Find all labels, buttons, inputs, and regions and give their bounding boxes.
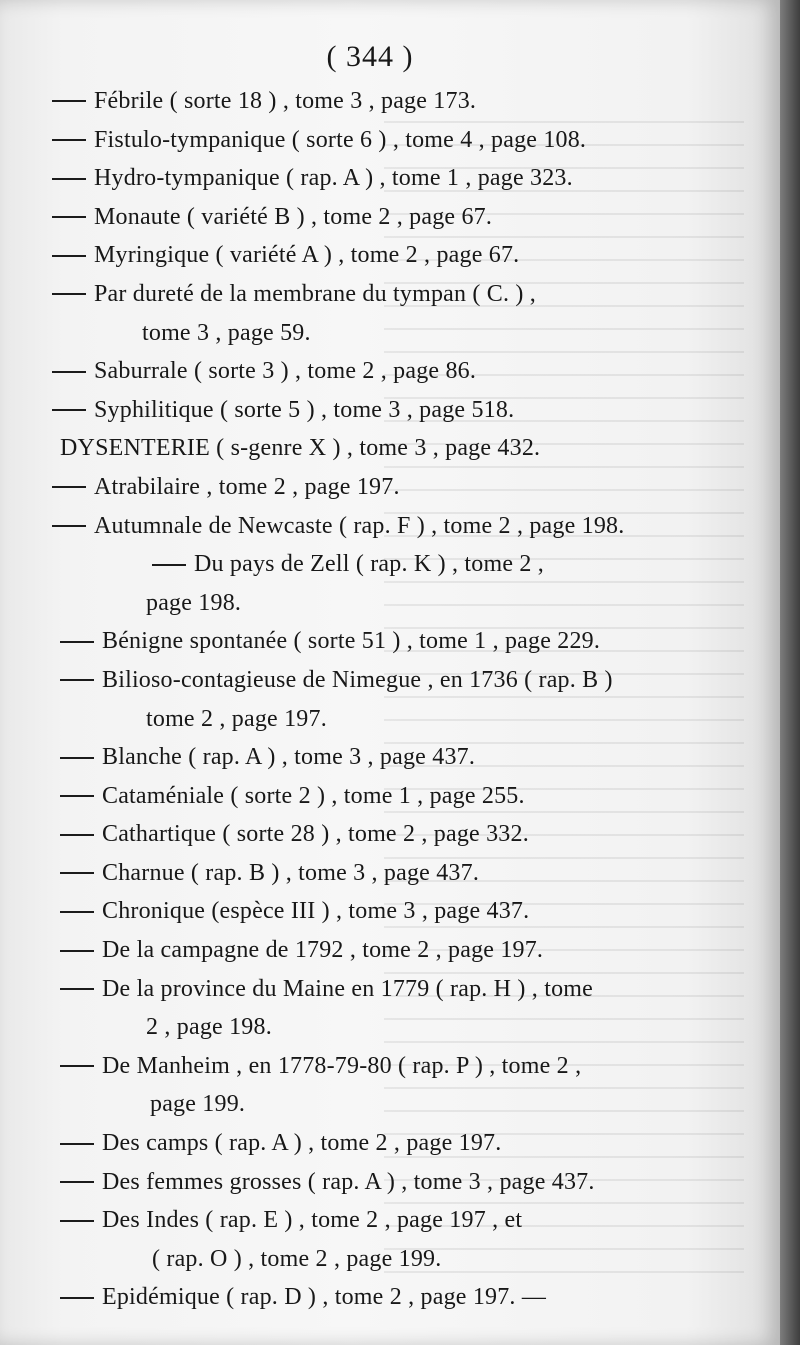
index-line-text: Bénigne spontanée ( sorte 51 ) , tome 1 , page 229. — [102, 628, 601, 655]
index-line-text: Syphilitique ( sorte 5 ) , tome 3 , page 518. — [94, 396, 515, 423]
index-line-text: Du pays de Zell ( rap. K ) , tome 2 , — [194, 551, 544, 578]
index-line — [0, 121, 780, 160]
index-line-text: Des Indes ( rap. E ) , tome 2 , page 197 , et — [102, 1207, 523, 1234]
index-line — [0, 931, 780, 970]
page-number: ( 344 ) — [326, 40, 414, 73]
index-line — [0, 738, 780, 777]
dash-marker — [52, 525, 86, 527]
index-line — [0, 777, 780, 816]
index-line-text: Saburrale ( sorte 3 ) , tome 2 , page 86. — [94, 358, 477, 385]
dash-marker — [60, 834, 94, 836]
index-line — [0, 236, 780, 275]
dash-marker — [60, 679, 94, 681]
dash-marker — [52, 139, 86, 141]
index-line-text: tome 3 , page 59. — [142, 319, 311, 346]
index-line-text: Cataméniale ( sorte 2 ) , tome 1 , page 255. — [102, 782, 525, 809]
index-line-text: tome 2 , page 197. — [146, 705, 327, 732]
index-line — [0, 1124, 780, 1163]
dash-marker — [52, 100, 86, 102]
index-line-text: Des camps ( rap. A ) , tome 2 , page 197. — [102, 1130, 502, 1157]
dash-marker — [60, 795, 94, 797]
dash-marker — [52, 371, 86, 373]
index-line-text: Autumnale de Newcaste ( rap. F ) , tome 2 , page 198. — [94, 512, 625, 539]
index-line-text: page 199. — [150, 1091, 246, 1118]
index-line — [0, 198, 780, 237]
index-line-text: Fébrile ( sorte 18 ) , tome 3 , page 173. — [94, 88, 477, 114]
index-line — [0, 1278, 780, 1317]
index-line — [0, 82, 780, 121]
dash-marker — [52, 486, 86, 488]
index-line — [0, 892, 780, 931]
index-line — [0, 1008, 780, 1047]
dash-marker — [52, 255, 86, 257]
index-line-text: DYSENTERIE ( s-genre X ) , tome 3 , page 432. — [60, 435, 541, 462]
index-line — [0, 545, 780, 584]
index-line — [0, 1085, 780, 1124]
dash-marker — [52, 293, 86, 295]
index-line-text: Bilioso-contagieuse de Nimegue , en 1736 ( rap. B ) — [102, 666, 613, 693]
index-line-text: Hydro-tympanique ( rap. A ) , tome 1 , page 323. — [94, 165, 573, 192]
dash-marker — [60, 757, 94, 759]
dash-marker — [60, 1297, 94, 1299]
index-line-text: De Manheim , en 1778-79-80 ( rap. P ) , tome 2 , — [102, 1052, 582, 1079]
index-line-text: Cathartique ( sorte 28 ) , tome 2 , page 332. — [102, 821, 529, 848]
index-line — [0, 468, 780, 507]
index-line-text: De la province du Maine en 1779 ( rap. H ) , tome — [102, 975, 593, 1002]
index-line — [0, 159, 780, 198]
index-line-text: ( rap. O ) , tome 2 , page 199. — [152, 1245, 442, 1272]
index-line-text: page 198. — [146, 589, 242, 616]
dash-marker — [60, 911, 94, 913]
dash-marker — [60, 1220, 94, 1222]
dash-marker — [52, 409, 86, 411]
index-line-text: Epidémique ( rap. D ) , tome 2 , page 197. — — [102, 1284, 547, 1311]
index-line — [0, 970, 780, 1009]
index-line-text: De la campagne de 1792 , tome 2 , page 197. — [102, 937, 544, 964]
index-line — [0, 584, 780, 623]
dash-marker — [52, 216, 86, 218]
dash-marker — [60, 1143, 94, 1145]
dash-marker — [60, 988, 94, 990]
index-line-text: Charnue ( rap. B ) , tome 3 , page 437. — [102, 859, 480, 886]
index-line — [0, 661, 780, 700]
index-line — [0, 275, 780, 314]
index-line — [0, 854, 780, 893]
index-line — [0, 1201, 780, 1240]
index-line — [0, 314, 780, 353]
index-line-text: Myringique ( variété A ) , tome 2 , page 67. — [94, 242, 520, 269]
index-line — [0, 429, 780, 468]
index-line — [0, 352, 780, 391]
index-line — [0, 1240, 780, 1279]
index-line-text: Blanche ( rap. A ) , tome 3 , page 437. — [102, 744, 476, 771]
index-line-text: Chronique (espèce III ) , tome 3 , page 437. — [102, 898, 530, 925]
book-edge — [780, 0, 800, 1345]
dash-marker — [60, 1181, 94, 1183]
index-line-text: Fistulo-tympanique ( sorte 6 ) , tome 4 , page 108. — [94, 126, 587, 153]
dash-marker — [60, 1065, 94, 1067]
index-line-text: Atrabilaire , tome 2 , page 197. — [94, 473, 400, 500]
index-line — [0, 622, 780, 661]
index-line — [0, 815, 780, 854]
dash-marker — [52, 178, 86, 180]
index-line — [0, 391, 780, 430]
index-line-text: Des femmes grosses ( rap. A ) , tome 3 , page 437. — [102, 1168, 595, 1195]
dash-marker — [152, 564, 186, 566]
index-line-text: Par dureté de la membrane du tympan ( C. ) , — [94, 280, 536, 307]
dash-marker — [60, 872, 94, 874]
index-line-text: Monaute ( variété B ) , tome 2 , page 67. — [94, 203, 493, 230]
index-entries — [0, 82, 780, 1317]
dash-marker — [60, 950, 94, 952]
index-line — [0, 1047, 780, 1086]
index-line-text: 2 , page 198. — [146, 1014, 272, 1041]
index-line — [0, 1163, 780, 1202]
index-line — [0, 507, 780, 546]
dash-marker — [60, 641, 94, 643]
index-line — [0, 700, 780, 739]
